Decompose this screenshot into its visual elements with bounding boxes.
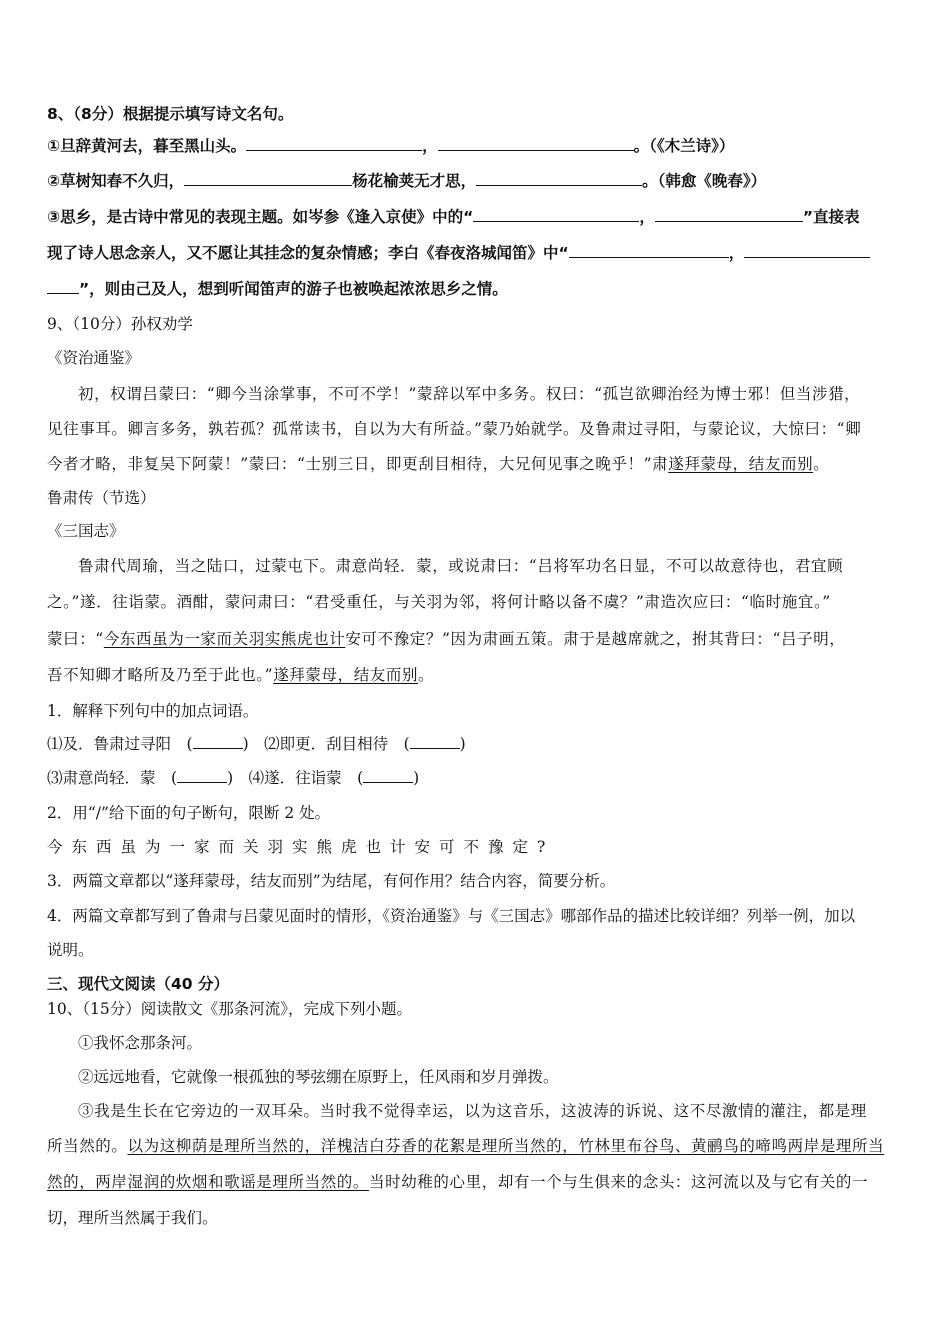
- q8-item3-blank2[interactable]: [655, 207, 803, 222]
- q9-sub1-blank1[interactable]: [193, 734, 243, 749]
- q8-item1-source: 。（《木兰诗》）: [633, 137, 735, 155]
- q9-sub1-item4: ) ⑷遂．往诣蒙 (: [227, 769, 364, 787]
- q9-sub4-line1: 4．两篇文章都写到了鲁肃与吕蒙见面时的情形，《资治通鉴》与《三国志》哪部作品的描述比较详细？列举一例，加以: [47, 907, 856, 925]
- q8-item3-comma: ，: [639, 208, 655, 226]
- q9-p1-underlined-ending: 遂拜蒙母，结友而别: [668, 455, 814, 473]
- q9-sub2: 2．用“/”给下面的句子断句，限断 2 处。: [47, 804, 331, 822]
- q10-p3-underlined-part1: 以为这柳荫是理所当然的，洋槐洁白芬香的花絮是理所当然的，竹林里布谷鸟、黄鹂鸟的啼鸣两岸是理所当: [127, 1137, 885, 1155]
- q10-p1: ①我怀念那条河。: [78, 1034, 203, 1052]
- q9-p1-line2: 见往事耳。卿言多务，孰若孤？孤常读书，自以为大有所益。”蒙乃始就学。及鲁肃过寻阳，与蒙论议，大惊曰：“卿: [47, 420, 862, 438]
- q9-sub1-row1: [47, 734, 910, 754]
- q8-item3-blank1[interactable]: [473, 207, 639, 222]
- q8-item3-comma2: ，: [728, 244, 745, 262]
- q8-item2-text: ②草树知春不久归，: [47, 172, 185, 190]
- q9-sub1-item2: ) ⑵即更．刮目相待 (: [242, 735, 410, 753]
- q8-item2-blank1[interactable]: [184, 171, 352, 186]
- q9-p2-underlined-ending: 遂拜蒙母，结友而别: [273, 666, 419, 684]
- q9-p1-line3-end: 。: [813, 455, 830, 473]
- q8-item1-blank1[interactable]: [246, 136, 422, 151]
- q9-sub1-close1: ): [459, 735, 466, 753]
- q9-p2-line4-end: 。: [418, 666, 435, 684]
- q8-item3-line3: [47, 279, 910, 299]
- q10-p3-underlined-part2: 然的，两岸湿润的炊烟和歌谣是理所当然的。: [47, 1173, 370, 1191]
- q8-item2-source: 。（韩愈《晚春》）: [642, 172, 767, 190]
- q8-item3-blank4-cont[interactable]: [47, 279, 79, 294]
- q8-item1-comma: ，: [422, 137, 438, 155]
- q8-item3-text3: ”，则由己及人，想到听闻笛声的游子也被唤起浓浓思乡之情。: [79, 280, 508, 298]
- q10-p3-line3-text: 当时幼稚的心里，却有一个与生俱来的念头：这河流以及与它有关的一: [369, 1173, 869, 1191]
- q9-title2: 鲁肃传（节选）: [47, 489, 156, 507]
- q9-sub2-sentence: 今东西虽为一家而关羽实熊虎也计安可不豫定?: [47, 838, 555, 856]
- q8-item2: [47, 171, 910, 191]
- q8-item2-blank2[interactable]: [476, 171, 642, 186]
- q9-sub1-blank3[interactable]: [177, 768, 227, 783]
- q9-sub1-close2: ): [413, 769, 420, 787]
- q9-p2-line2: 之。”遂．往诣蒙。酒酣，蒙问肃曰：“君受重任，与关羽为邻，将何计略以备不虞？”肃造次应曰：“临时施宜。”: [47, 593, 831, 611]
- q8-item3-line2: [47, 243, 910, 263]
- q9-sub1-item1: ⑴及．鲁肃过寻阳 (: [47, 735, 193, 753]
- q8-item1: [47, 136, 910, 156]
- q8-item1-text: ①旦辞黄河去，暮至黑山头。: [47, 137, 247, 155]
- q8-item3-text2: 现了诗人思念亲人，又不愿让其挂念的复杂情感；李白《春夜洛城闻笛》中“: [47, 244, 569, 262]
- q9-p2-line3: [47, 629, 910, 649]
- q9-sub4-line2: 说明。: [47, 941, 94, 959]
- q10-p2: ②远远地看，它就像一根孤独的琴弦绷在原野上，任风雨和岁月弹拨。: [78, 1068, 559, 1086]
- q9-sub1-blank4[interactable]: [363, 768, 413, 783]
- q9-p2-line4-text: 吾不知卿才略所及乃至于此也。”: [47, 666, 274, 684]
- q9-sub3: 3．两篇文章都以“遂拜蒙母，结友而别”为结尾，有何作用？结合内容，简要分析。: [47, 872, 616, 890]
- q10-p3-line2: [47, 1136, 910, 1156]
- q8-item3-text: ③思乡，是古诗中常见的表现主题。如岑参《逢入京使》中的“: [47, 208, 474, 226]
- q9-p2-underlined-sentence: 今东西虽为一家而关羽实熊虎也计: [103, 630, 346, 648]
- q9-p1-line3-text: 今者才略，非复吴下阿蒙！”蒙曰：“士别三日，即更刮目相待，大兄何见事之晚乎！”肃: [47, 455, 669, 473]
- q9-sub1-item3: ⑶肃意尚轻．蒙 (: [47, 769, 178, 787]
- q9-p1-line3: [47, 454, 910, 474]
- q8-item2-text2: 杨花榆荚无才思，: [352, 172, 477, 190]
- q9-header: 9、（10分）孙权劝学: [47, 315, 193, 333]
- q9-sub1-blank2[interactable]: [410, 734, 460, 749]
- q9-p2-line1: 鲁肃代周瑜，当之陆口，过蒙屯下。肃意尚轻．蒙，或说肃曰：“吕将军功名日显，不可以故意待也，君宜顾: [78, 557, 844, 575]
- q8-item1-blank2[interactable]: [438, 136, 634, 151]
- q10-p3-line4: 切，理所当然属于我们。: [47, 1209, 218, 1227]
- section3-header: 三、现代文阅读（40 分）: [47, 975, 229, 993]
- q8-item3-line1: [47, 207, 910, 227]
- q8-item3-blank3[interactable]: [569, 243, 729, 258]
- q9-p1-line1: 初，权谓吕蒙曰：“卿今当涂掌事，不可不学！”蒙辞以军中多务。权曰：“孤岂欲卿治经为博士邪！但当涉猎，: [78, 385, 861, 403]
- q9-sub1: 1．解释下列句中的加点词语。: [47, 702, 259, 720]
- q10-p3-line1: ③我是生长在它旁边的一双耳朵。当时我不觉得幸运，以为这音乐，这波涛的诉说、这不尽激情的灌注，都是理: [78, 1102, 867, 1120]
- q9-source2: 《三国志》: [47, 522, 125, 540]
- q9-p2-line4: [47, 665, 910, 685]
- q8-item3-tail: ”直接表: [802, 208, 860, 226]
- q9-sub1-row2: [47, 768, 910, 788]
- q10-p3-line2-text: 所当然的。: [47, 1137, 128, 1155]
- q10-header: 10、（15分）阅读散文《那条河流》，完成下列小题。: [47, 1000, 412, 1018]
- q10-p3-line3: [47, 1172, 910, 1192]
- q8-item3-blank4[interactable]: [744, 243, 870, 258]
- q8-header: 8、（8分）根据提示填写诗文名句。: [47, 105, 294, 123]
- q9-p2-line3-text: 蒙曰：“: [47, 630, 104, 648]
- q9-source1: 《资治通鉴》: [47, 349, 141, 367]
- q9-p2-line3-rest: 安可不豫定？”因为肃画五策。肃于是越席就之，拊其背曰：“吕子明，: [345, 630, 846, 648]
